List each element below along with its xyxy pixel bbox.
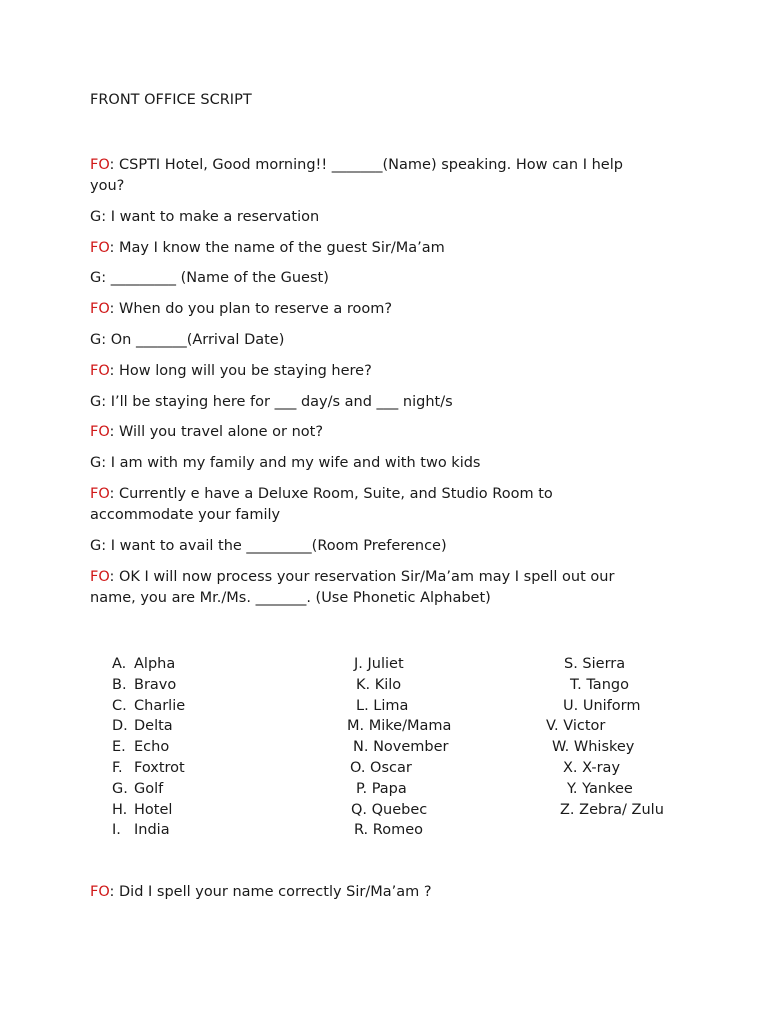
fo-speaker-label: FO	[90, 884, 110, 900]
dialogue-line	[90, 330, 660, 351]
list-item-word: Foxtrot	[134, 759, 185, 776]
dialogue-text: : How long will you be staying here?	[109, 362, 372, 379]
list-item-letter: I.	[112, 822, 121, 839]
fo-speaker-label: FO	[90, 362, 110, 379]
dialogue-text: : CSPTI Hotel, Good morning!! _______(Name) speaking. How can I help you?	[90, 157, 623, 194]
list-item	[112, 779, 272, 800]
list-item	[112, 737, 272, 758]
list-item: W. Whiskey	[552, 739, 635, 756]
dialogue-text: G: I want to avail the _________(Room Preference)	[90, 537, 447, 554]
list-item: K. Kilo	[356, 676, 402, 693]
phonetic-column-1	[112, 654, 272, 841]
list-item: X. X-ray	[563, 759, 621, 776]
dialogue-line	[90, 268, 660, 289]
list-item-word: Bravo	[134, 676, 177, 693]
list-item	[112, 820, 272, 841]
list-item	[112, 696, 272, 717]
dialogue-script	[90, 155, 660, 618]
fo-speaker-label: FO	[90, 157, 110, 173]
fo-speaker-label: FO	[90, 301, 110, 318]
dialogue-text: G: _________ (Name of the Guest)	[90, 270, 329, 287]
dialogue-line	[90, 453, 660, 474]
list-item: O. Oscar	[350, 759, 412, 776]
dialogue-text: : When do you plan to reserve a room?	[109, 301, 393, 318]
list-item: T. Tango	[570, 676, 629, 693]
list-item-letter: A.	[112, 656, 127, 672]
list-item: J. Juliet	[354, 656, 404, 672]
list-item-word: Golf	[134, 780, 164, 797]
list-item: S. Sierra	[564, 656, 626, 672]
dialogue-text: G: I want to make a reservation	[90, 208, 320, 225]
list-item-letter: E.	[112, 739, 126, 756]
dialogue-line	[90, 207, 660, 228]
fo-speaker-label: FO	[90, 424, 110, 441]
list-item-word: Alpha	[134, 656, 176, 672]
dialogue-line	[90, 238, 660, 259]
list-item-word: Charlie	[134, 697, 186, 714]
dialogue-line	[90, 567, 660, 609]
dialogue-line	[90, 392, 660, 413]
list-item-word: Echo	[134, 739, 170, 756]
list-item: Z. Zebra/ Zulu	[560, 801, 664, 818]
list-item-letter: F.	[112, 759, 123, 776]
phonetic-alphabet-list	[90, 654, 690, 844]
list-item-word: Delta	[134, 718, 173, 735]
dialogue-text: G: I am with my family and my wife and with two kids	[90, 455, 481, 472]
list-item: Q. Quebec	[351, 801, 428, 818]
dialogue-text: : May I know the name of the guest Sir/Ma’am	[109, 239, 445, 256]
list-item: U. Uniform	[563, 697, 641, 714]
dialogue-line	[90, 422, 660, 443]
list-item-word: India	[134, 822, 170, 839]
dialogue-line	[90, 155, 660, 197]
list-item: Y. Yankee	[567, 780, 633, 797]
list-item-word: Hotel	[134, 801, 173, 818]
list-item: V. Victor	[546, 718, 606, 735]
list-item-letter: C.	[112, 697, 127, 714]
list-item	[112, 654, 272, 675]
list-item: R. Romeo	[354, 822, 423, 839]
dialogue-line	[90, 361, 660, 382]
phonetic-column-3	[540, 654, 700, 820]
list-item-letter: D.	[112, 718, 128, 735]
dialogue-line	[90, 536, 660, 557]
list-item-letter: H.	[112, 801, 128, 818]
list-item: L. Lima	[356, 697, 409, 714]
fo-speaker-label: FO	[90, 239, 110, 256]
dialogue-text: : Did I spell your name correctly Sir/Ma’am ?	[109, 884, 432, 900]
dialogue-text: G: I’ll be staying here for ___ day/s and ___ night/s	[90, 393, 453, 410]
fo-speaker-label: FO	[90, 568, 110, 585]
list-item	[112, 800, 272, 821]
dialogue-line	[90, 484, 660, 526]
list-item-letter: B.	[112, 676, 127, 693]
dialogue-text: : Will you travel alone or not?	[109, 424, 324, 441]
list-item: N. November	[353, 739, 449, 756]
list-item	[112, 716, 272, 737]
fo-speaker-label: FO	[90, 485, 110, 502]
page-title: FRONT OFFICE SCRIPT	[90, 92, 252, 108]
phonetic-column-2	[340, 654, 500, 841]
list-item: M. Mike/Mama	[347, 718, 452, 735]
list-item	[112, 758, 272, 779]
list-item: P. Papa	[356, 780, 407, 797]
dialogue-text: G: On _______(Arrival Date)	[90, 331, 285, 348]
dialogue-text: : OK I will now process your reservation Sir/Ma’am may I spell out our name, you are Mr./Ms. _______. (Use Phonetic Alphabet)	[90, 568, 615, 606]
closing-line	[90, 882, 660, 903]
dialogue-line	[90, 299, 660, 320]
list-item-letter: G.	[112, 780, 128, 797]
list-item	[112, 675, 272, 696]
dialogue-text: : Currently e have a Deluxe Room, Suite, and Studio Room to accommodate your family	[90, 485, 553, 523]
